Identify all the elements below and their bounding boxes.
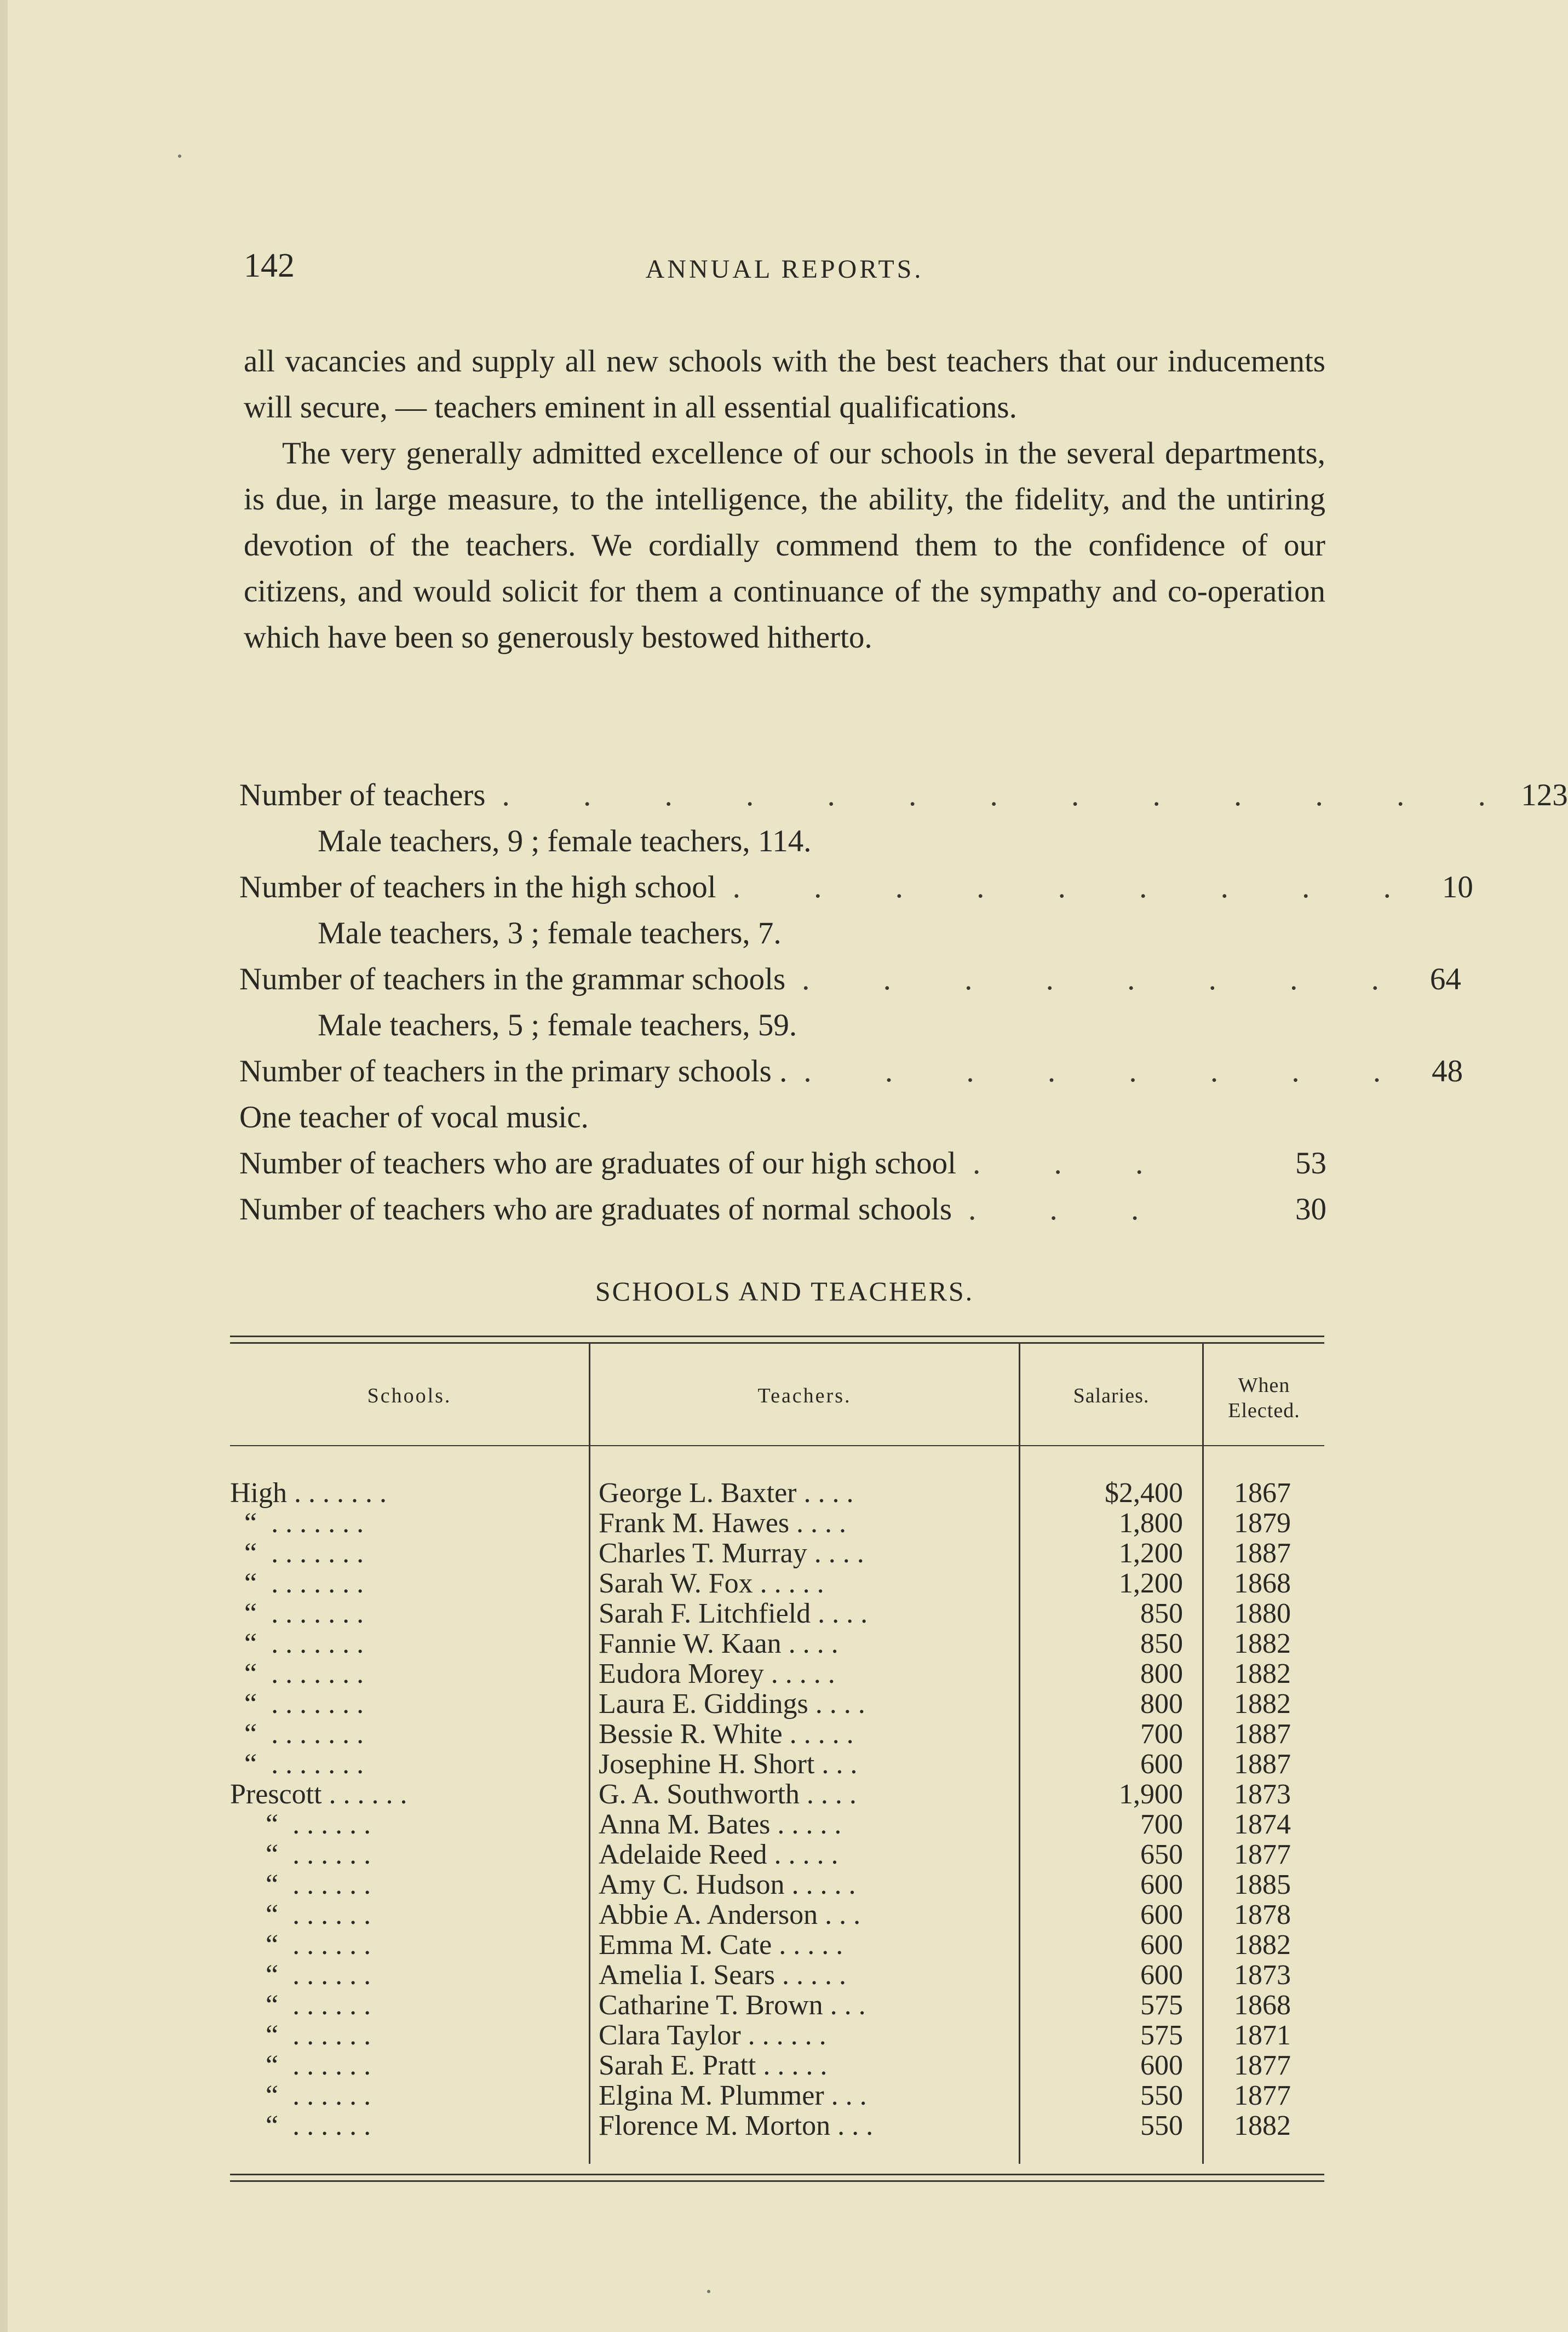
year-cell: 1885 — [1234, 1869, 1291, 1900]
school-cell: “ . . . . . . . — [230, 1598, 364, 1629]
year-cell: 1880 — [1234, 1598, 1291, 1629]
table-row — [230, 1719, 1324, 1749]
school-cell: “ . . . . . . . — [230, 1628, 364, 1659]
teacher-cell: Laura E. Giddings . . . . — [599, 1688, 865, 1720]
dot-leader: . . . . . . . . — [802, 962, 1412, 996]
salary-cell: 600 — [1140, 1749, 1183, 1780]
salary-cell: 700 — [1140, 1809, 1183, 1840]
dot-leader: . . . . . . . . . . . . . — [502, 778, 1519, 812]
table-title: SCHOOLS AND TEACHERS. — [595, 1276, 974, 1307]
header-when-elected-line2: Elected. — [1228, 1399, 1300, 1422]
stat-high-school — [239, 864, 1473, 910]
stat-label: Number of teachers — [239, 778, 486, 812]
table-row — [230, 1598, 1324, 1629]
teacher-cell: Clara Taylor . . . . . . — [599, 2020, 826, 2051]
salary-cell: 600 — [1140, 1869, 1183, 1900]
teacher-cell: Amy C. Hudson . . . . . — [599, 1869, 856, 1900]
teacher-cell: George L. Baxter . . . . — [599, 1477, 854, 1509]
year-cell: 1887 — [1234, 1718, 1291, 1750]
school-cell: “ . . . . . . — [230, 1839, 371, 1870]
dot-leader: . . . . . . . . . — [732, 870, 1424, 904]
teacher-cell: Frank M. Hawes . . . . — [599, 1508, 847, 1539]
salary-cell: 550 — [1140, 2080, 1183, 2111]
header-when-elected — [1204, 1373, 1324, 1423]
table-row — [230, 2050, 1324, 2081]
page-edge-shadow — [0, 0, 8, 2332]
table-row — [230, 1659, 1324, 1689]
table-row — [230, 2081, 1324, 2111]
stat-label: Number of teachers in the grammar schools — [239, 962, 786, 996]
school-cell: “ . . . . . . — [230, 2050, 371, 2081]
table-row — [230, 1749, 1324, 1779]
salary-cell: $2,400 — [1105, 1477, 1183, 1509]
teacher-cell: Sarah F. Litchfield . . . . — [599, 1598, 868, 1629]
salary-cell: 600 — [1140, 1899, 1183, 1930]
salary-cell: 850 — [1140, 1628, 1183, 1659]
school-cell: “ . . . . . . — [230, 2080, 371, 2111]
teacher-cell: Eudora Morey . . . . . — [599, 1658, 835, 1689]
salary-cell: 575 — [1140, 1990, 1183, 2021]
teacher-cell: Charles T. Murray . . . . — [599, 1538, 864, 1569]
school-cell: “ . . . . . . . — [230, 1718, 364, 1750]
schools-teachers-table — [230, 1336, 1324, 2185]
body-text — [244, 339, 1325, 661]
year-cell: 1887 — [1234, 1749, 1291, 1780]
teacher-cell: Catharine T. Brown . . . — [599, 1990, 866, 2021]
table-row — [230, 1478, 1324, 1508]
table-row — [230, 1809, 1324, 1840]
speck-mark — [178, 154, 181, 158]
table-row — [230, 1840, 1324, 1870]
stat-label: Number of teachers who are graduates of normal schools — [239, 1192, 952, 1227]
table-row — [230, 2111, 1324, 2141]
teacher-cell: Amelia I. Sears . . . . . — [599, 1959, 847, 1991]
running-title: ANNUAL REPORTS. — [645, 255, 924, 284]
dot-leader: . . . — [968, 1192, 1172, 1227]
teacher-cell: G. A. Southworth . . . . — [599, 1779, 857, 1810]
teacher-cell: Adelaide Reed . . . . . — [599, 1839, 838, 1870]
school-cell: “ . . . . . . — [230, 1959, 371, 1991]
table-row — [230, 1508, 1324, 1538]
teacher-cell: Anna M. Bates . . . . . — [599, 1809, 842, 1840]
year-cell: 1878 — [1234, 1899, 1291, 1930]
year-cell: 1879 — [1234, 1508, 1291, 1539]
school-cell: “ . . . . . . . — [230, 1538, 364, 1569]
year-cell: 1867 — [1234, 1477, 1291, 1509]
page-header — [244, 247, 1325, 290]
stat-total-teachers — [239, 772, 1568, 818]
year-cell: 1873 — [1234, 1779, 1291, 1810]
year-cell: 1882 — [1234, 2110, 1291, 2141]
table-row — [230, 1900, 1324, 1930]
salary-cell: 650 — [1140, 1839, 1183, 1870]
year-cell: 1882 — [1234, 1929, 1291, 1961]
year-cell: 1877 — [1234, 2080, 1291, 2111]
stat-graduates-high — [239, 1141, 1326, 1187]
year-cell: 1882 — [1234, 1688, 1291, 1720]
teacher-cell: Emma M. Cate . . . . . — [599, 1929, 843, 1961]
top-rule — [230, 1336, 1324, 1337]
salary-cell: 700 — [1140, 1718, 1183, 1750]
salary-cell: 1,800 — [1119, 1508, 1183, 1539]
header-salaries: Salaries. — [1073, 1384, 1150, 1407]
stat-breakdown: Male teachers, 9 ; female teachers, 114. — [318, 824, 812, 858]
teacher-cell: Sarah E. Pratt . . . . . — [599, 2050, 828, 2081]
header-teachers: Teachers. — [757, 1384, 852, 1407]
table-row — [230, 1689, 1324, 1719]
salary-cell: 800 — [1140, 1688, 1183, 1720]
school-cell: “ . . . . . . — [230, 1990, 371, 2021]
header-schools: Schools. — [367, 1384, 452, 1407]
stat-graduates-normal — [239, 1187, 1326, 1233]
school-cell: “ . . . . . . . — [230, 1568, 364, 1599]
teacher-statistics — [239, 772, 1568, 1233]
year-cell: 1882 — [1234, 1628, 1291, 1659]
salary-cell: 550 — [1140, 2110, 1183, 2141]
teacher-cell: Sarah W. Fox . . . . . — [599, 1568, 824, 1599]
table-row — [230, 1960, 1324, 1990]
table-row — [230, 1568, 1324, 1598]
stat-value: 53 — [1295, 1146, 1326, 1181]
table-row — [230, 1629, 1324, 1659]
stat-value: 30 — [1295, 1192, 1326, 1227]
salary-cell: 850 — [1140, 1598, 1183, 1629]
teacher-cell: Florence M. Morton . . . — [599, 2110, 874, 2141]
year-cell: 1873 — [1234, 1959, 1291, 1991]
teacher-cell: Bessie R. White . . . . . — [599, 1718, 854, 1750]
year-cell: 1887 — [1234, 1538, 1291, 1569]
bottom-rule — [230, 2180, 1324, 2182]
stat-value: 48 — [1432, 1054, 1463, 1088]
stat-breakdown: Male teachers, 5 ; female teachers, 59. — [318, 1008, 797, 1042]
paragraph: The very generally admitted excellence of our schools in the several departments, is due, in large measure, to the intelligence, the ability, the fidelity, and the untiring devotion of the teachers. We cordially commend them to the confidence of our citizens, and would solicit for them a continuance of the sympathy and co-operation which have been so generously bestowed hitherto. — [244, 436, 1325, 655]
table-row — [230, 2020, 1324, 2050]
school-cell: High . . . . . . . — [230, 1477, 387, 1509]
stat-value: 123 — [1521, 778, 1568, 812]
teacher-cell: Josephine H. Short . . . — [599, 1749, 858, 1780]
table-row — [230, 1538, 1324, 1568]
teacher-cell: Abbie A. Anderson . . . — [599, 1899, 861, 1930]
salary-cell: 575 — [1140, 2020, 1183, 2051]
school-cell: “ . . . . . . — [230, 1929, 371, 1961]
school-cell: “ . . . . . . . — [230, 1508, 364, 1539]
school-cell: “ . . . . . . — [230, 1809, 371, 1840]
teacher-cell: Fannie W. Kaan . . . . — [599, 1628, 838, 1659]
stat-value: 64 — [1429, 962, 1461, 996]
teacher-cell: Elgina M. Plummer . . . — [599, 2080, 867, 2111]
school-cell: “ . . . . . . — [230, 2110, 371, 2141]
salary-cell: 600 — [1140, 1929, 1183, 1961]
table-row — [230, 1930, 1324, 1960]
salary-cell: 800 — [1140, 1658, 1183, 1689]
page-number: 142 — [244, 247, 295, 284]
year-cell: 1882 — [1234, 1658, 1291, 1689]
salary-cell: 600 — [1140, 1959, 1183, 1991]
school-cell: Prescott . . . . . . — [230, 1779, 407, 1810]
school-cell: “ . . . . . . — [230, 1869, 371, 1900]
salary-cell: 1,200 — [1119, 1568, 1183, 1599]
table-row — [230, 1870, 1324, 1900]
stat-grammar-schools — [239, 956, 1461, 1002]
speck-mark — [707, 2290, 710, 2293]
table-row — [230, 1779, 1324, 1809]
stat-label: Number of teachers in the primary schools . — [239, 1054, 788, 1088]
year-cell: 1874 — [1234, 1809, 1291, 1840]
paragraph: all vacancies and supply all new schools with the best teachers that our inducements will secure, — teachers eminent in all essential qualifications. — [244, 344, 1325, 425]
year-cell: 1868 — [1234, 1568, 1291, 1599]
bottom-rule — [230, 2174, 1324, 2175]
stat-label: One teacher of vocal music. — [239, 1100, 589, 1135]
salary-cell: 1,200 — [1119, 1538, 1183, 1569]
table-row — [230, 1990, 1324, 2020]
stat-value: 10 — [1441, 870, 1473, 904]
header-when-elected-line1: When — [1238, 1374, 1290, 1397]
stat-breakdown: Male teachers, 3 ; female teachers, 7. — [318, 916, 782, 950]
year-cell: 1877 — [1234, 1839, 1291, 1870]
salary-cell: 600 — [1140, 2050, 1183, 2081]
school-cell: “ . . . . . . . — [230, 1749, 364, 1780]
top-rule — [230, 1342, 1324, 1344]
school-cell: “ . . . . . . . — [230, 1688, 364, 1720]
stat-primary-schools — [239, 1048, 1463, 1095]
salary-cell: 1,900 — [1119, 1779, 1183, 1810]
stat-label: Number of teachers in the high school — [239, 870, 716, 904]
stat-vocal-music — [239, 1095, 1326, 1141]
year-cell: 1868 — [1234, 1990, 1291, 2021]
year-cell: 1871 — [1234, 2020, 1291, 2051]
stat-label: Number of teachers who are graduates of our high school — [239, 1146, 956, 1181]
year-cell: 1877 — [1234, 2050, 1291, 2081]
school-cell: “ . . . . . . — [230, 2020, 371, 2051]
header-rule — [230, 1445, 1324, 1446]
dot-leader: . . . . . . . . — [803, 1054, 1414, 1088]
dot-leader: . . . — [972, 1146, 1176, 1181]
school-cell: “ . . . . . . — [230, 1899, 371, 1930]
school-cell: “ . . . . . . . — [230, 1658, 364, 1689]
